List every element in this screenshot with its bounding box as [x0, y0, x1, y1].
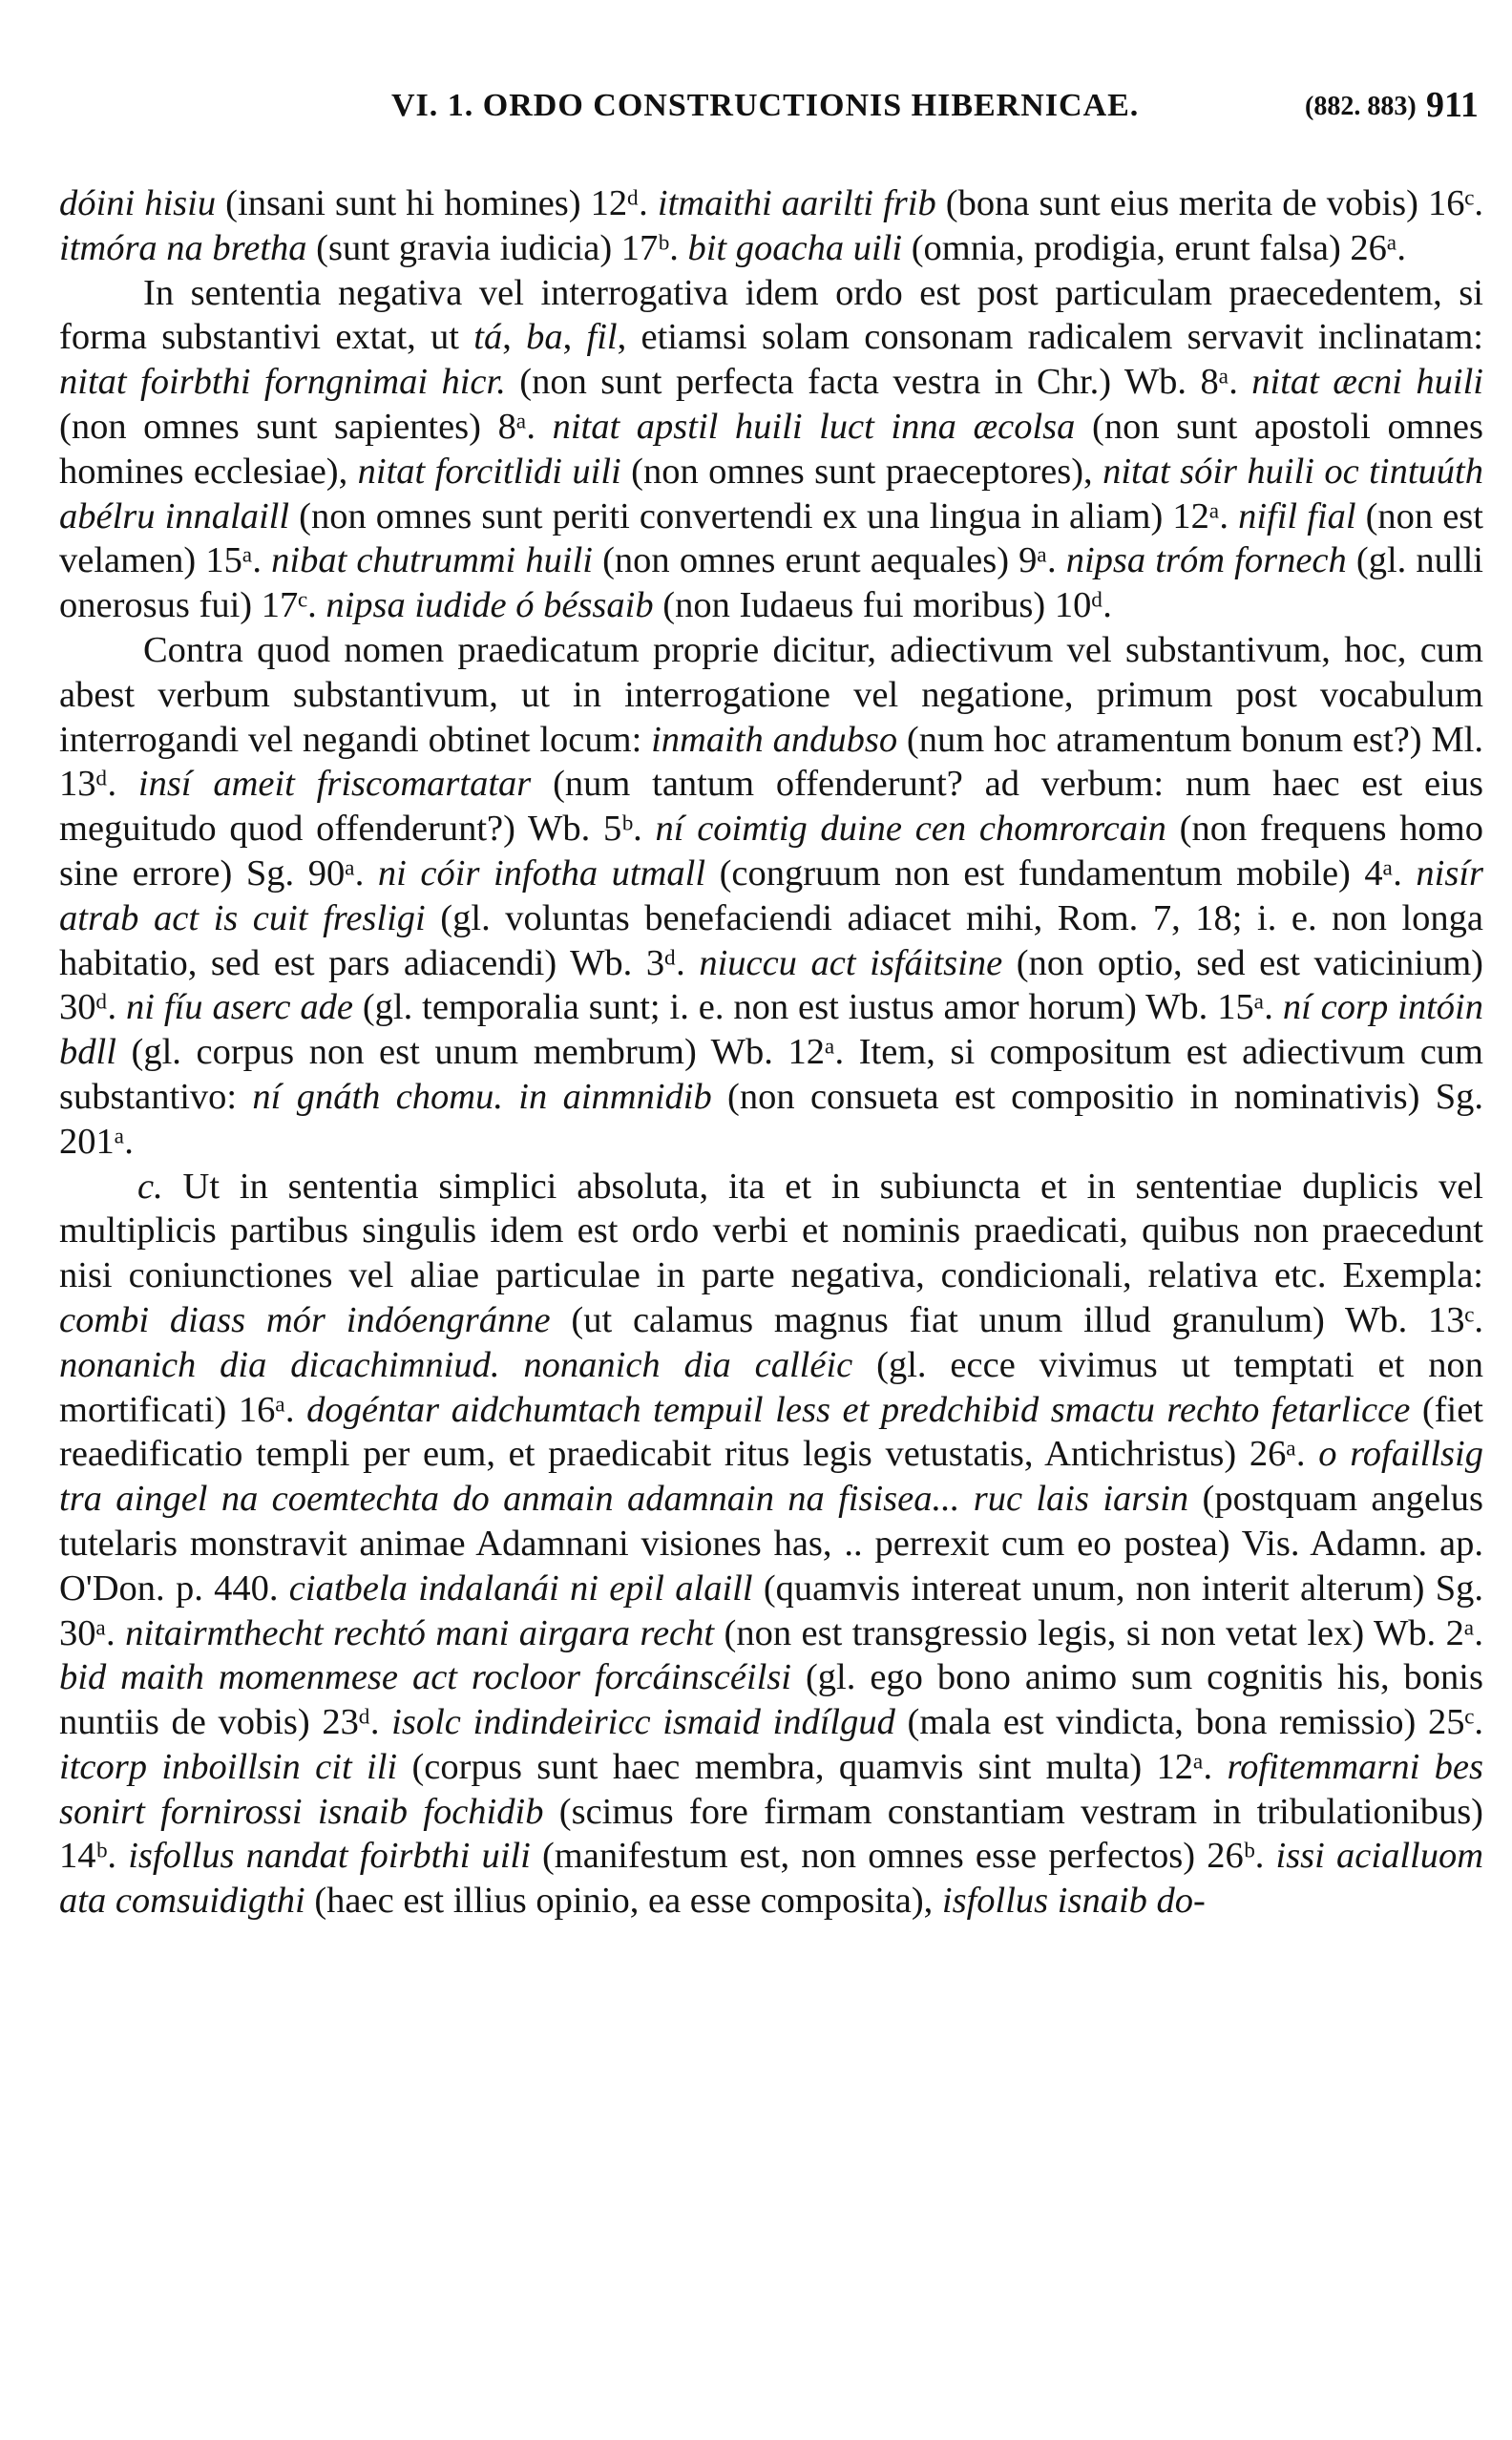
irish-example: itcorp inboillsin cit ili	[59, 1746, 398, 1787]
latin-text: (ut calamus magnus fiat unum illud granulum) Wb. 13ᶜ.	[550, 1299, 1483, 1340]
latin-text: (omnia, prodigia, erunt falsa) 26ᵃ.	[902, 227, 1407, 268]
paragraph-section-c	[59, 1165, 1483, 1925]
latin-text: (non optio, sed est vaticinium) 30ᵈ.	[59, 942, 1483, 1028]
irish-example: nonanich dia dicachimniud. nonanich dia calléic	[59, 1344, 853, 1385]
irish-example: itmaithi aarilti frib	[657, 183, 936, 223]
paragraph-predicate-nominal	[59, 628, 1483, 1165]
latin-text: (non est transgressio legis, si non vetat lex) Wb. 2ᵃ.	[714, 1612, 1483, 1653]
irish-example: isfollus isnaib do-	[941, 1881, 1206, 1922]
irish-example: tá	[473, 317, 503, 358]
latin-text: (haec est illius opinio, ea esse composita),	[304, 1881, 942, 1922]
irish-example: fil	[586, 317, 618, 358]
latin-text: (non est velamen) 15ᵃ.	[59, 495, 1483, 581]
latin-text: Ut in sententia simplici absoluta, ita et in subiuncta et in sententiae duplicis vel multiplicis partibus singulis idem est ordo verbi et nominis praedicati, quibus non praecedunt nisi coniunctiones vel aliae particulae in parte negativa, condicionali, relativa etc. Exempla:	[59, 1166, 1483, 1296]
irish-example: nifil fial	[1238, 495, 1356, 536]
running-head-title: VI. 1. ORDO CONSTRUCTIONIS HIBERNICAE.	[391, 88, 1140, 123]
latin-text: (non Iudaeus fui moribus) 10ᵈ.	[653, 585, 1112, 626]
paragraph-negative-interrogative	[59, 271, 1483, 628]
irish-example: nitat æcni huili	[1251, 362, 1483, 403]
latin-text: (num tantum offenderunt? ad verbum: num haec est eius meguitudo quod offenderunt?) Wb. 5ᵇ.	[59, 764, 1483, 850]
latin-text: (quamvis intereat unum, non interit alterum) Sg. 30ᵃ.	[59, 1567, 1484, 1653]
latin-text: (gl. ecce vivimus ut temptati et non mortificati) 16ᵃ.	[59, 1344, 1483, 1430]
body-text	[59, 181, 1483, 1924]
latin-text: (non omnes sunt praeceptores),	[620, 451, 1103, 492]
irish-example: ní corp intóin bdll	[59, 987, 1484, 1073]
latin-text: (gl. nulli onerosus fui) 17ᶜ.	[59, 540, 1483, 626]
latin-text: ,	[562, 317, 587, 358]
latin-text: (non omnes sunt sapientes) 8ᵃ.	[59, 406, 553, 447]
page-number: 911	[1426, 85, 1479, 125]
irish-example: nitat forcitlidi uili	[357, 451, 621, 492]
latin-text: (num hoc atramentum bonum est?) Ml. 13ᵈ.	[59, 719, 1483, 805]
latin-text: (congruum non est fundamentum mobile) 4ᵃ.	[705, 852, 1417, 894]
irish-example: nitat foirbthi forngnimai hicr.	[59, 362, 506, 403]
latin-text: (manifestum est, non omnes esse perfectos) 26ᵇ.	[530, 1836, 1276, 1877]
latin-text: (scimus fore firmam constantiam vestram in tribulationibus) 14ᵇ.	[59, 1791, 1483, 1877]
irish-example: o rofaillsig tra aingel na coemtechta do anmain adamnain na fisisea... ruc lais iarsin	[59, 1434, 1483, 1520]
latin-text: (non omnes erunt aequales) 9ᵃ.	[592, 540, 1066, 581]
irish-example: ní coimtig duine cen chomrorcain	[655, 809, 1166, 850]
irish-example: combi diass mór indóengránne	[59, 1299, 551, 1340]
irish-example: rofitemmarni bes sonirt fornirossi isnaib fochidib	[59, 1746, 1483, 1832]
irish-example: nipsa iudide ó béssaib	[326, 585, 654, 626]
irish-example: nitat sóir huili oc tintuúth abélru innalaill	[59, 451, 1483, 536]
irish-example: insí ameit friscomartatar	[137, 764, 532, 805]
irish-example: dóini hisiu	[59, 183, 217, 223]
irish-example: bit goacha uili	[687, 227, 903, 268]
latin-text: (gl. temporalia sunt; i. e. non est iustus amor horum) Wb. 15ᵃ.	[352, 987, 1283, 1028]
irish-example: bid maith momenmese act rocloor forcáinscéilsi	[59, 1657, 791, 1698]
irish-example: itmóra na bretha	[59, 227, 307, 268]
running-head	[59, 74, 1483, 132]
irish-example: c.	[137, 1166, 163, 1207]
latin-text: (non sunt perfecta facta vestra in Chr.) Wb. 8ᵃ.	[505, 362, 1252, 403]
latin-text: (postquam angelus tutelaris monstravit animae Adamnani visiones has, .. perrexit cum eo postea) Vis. Adamn. ap. O'Don. p. 440.	[59, 1479, 1483, 1609]
irish-example: inmaith andubso	[651, 719, 898, 760]
irish-example: dogéntar aidchumtach tempuil less et predchibid smactu rechto fetarlicce	[306, 1389, 1411, 1430]
irish-example: ciatbela indalanái ni epil alaill	[288, 1567, 753, 1609]
latin-text: In sententia negativa vel interrogativa idem ordo est post particulam praecedentem, si forma substantivi extat, ut	[59, 272, 1483, 358]
latin-text: (sunt gravia iudicia) 17ᵇ.	[306, 227, 688, 268]
irish-example: nibat chutrummi huili	[271, 540, 593, 581]
latin-text: (corpus sunt haec membra, quamvis sint multa) 12ᵃ.	[397, 1746, 1228, 1787]
latin-text: (non consueta est compositio in nominativis) Sg. 201ᵃ.	[59, 1076, 1484, 1162]
irish-example: ni cóir infotha utmall	[377, 852, 706, 894]
irish-example: nisír atrab act is cuit fresligi	[59, 852, 1483, 938]
irish-example: ni fíu aserc ade	[126, 987, 353, 1028]
irish-example: isfollus nandat foirbthi uili	[128, 1836, 531, 1877]
column-reference: (882. 883)	[1305, 92, 1417, 121]
irish-example: issi acialluom ata comsuidigthi	[59, 1836, 1484, 1922]
irish-example: nitairmthecht rechtó mani airgara recht	[125, 1612, 715, 1653]
irish-example: ba	[526, 317, 563, 358]
latin-text: (insani sunt hi homines) 12ᵈ.	[216, 183, 658, 223]
latin-text: (bona sunt eius merita de vobis) 16ᶜ.	[935, 183, 1484, 223]
latin-text: (non sunt apostoli omnes homines ecclesiae),	[59, 406, 1483, 492]
latin-text: (non omnes sunt periti convertendi ex una lingua in aliam) 12ᵃ.	[289, 495, 1239, 536]
irish-example: nipsa tróm fornech	[1065, 540, 1347, 581]
latin-text: (fiet reaedificatio templi per eum, et praedicabit ritus legis vetustatis, Antichristus) 26ᵃ.	[59, 1389, 1483, 1475]
paragraph-examples-affirmative	[59, 181, 1483, 271]
latin-text: (non frequens homo sine errore) Sg. 90ᵃ.	[59, 809, 1483, 894]
latin-text: Contra quod nomen praedicatum proprie dicitur, adiectivum vel substantivum, hoc, cum abest verbum substantivum, ut in interrogatione vel negatione, primum post vocabulum interrogandi vel negandi obtinet locum:	[59, 629, 1483, 760]
irish-example: isolc indindeiricc ismaid indílgud	[391, 1702, 895, 1743]
latin-text: ,	[502, 317, 527, 358]
latin-text: (mala est vindicta, bona remissio) 25ᶜ.	[894, 1702, 1483, 1743]
irish-example: niuccu act isfáitsine	[699, 942, 1003, 983]
latin-text: , etiamsi solam consonam radicalem servavit inclinatam:	[617, 317, 1484, 358]
latin-text: (gl. voluntas benefaciendi adiacet mihi, Rom. 7, 18; i. e. non longa habitatio, sed est pars adiacendi) Wb. 3ᵈ.	[59, 897, 1483, 983]
irish-example: nitat apstil huili luct inna æcolsa	[552, 406, 1076, 447]
irish-example: ní gnáth chomu. in ainmnidib	[252, 1076, 712, 1117]
latin-text: (gl. ego bono animo sum cognitis his, bonis nuntiis de vobis) 23ᵈ.	[59, 1657, 1483, 1743]
latin-text: (gl. corpus non est unum membrum) Wb. 12ᵃ. Item, si compositum est adiectivum cum substantivo:	[59, 1032, 1483, 1117]
